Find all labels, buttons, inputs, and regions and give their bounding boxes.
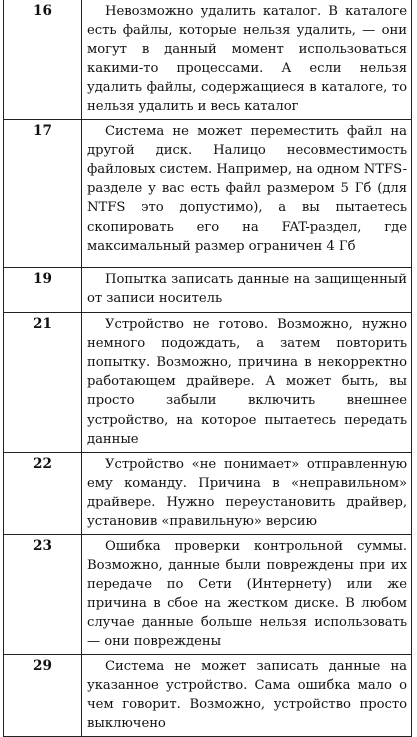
- error-description: Устройство «не понимает» отправленную ему команду. Причина в «неправильном» драйвере. Нужно переустановить драйвер, установив «правильную» версию: [87, 456, 407, 529]
- error-description-cell: [82, 120, 412, 268]
- error-description-cell: [82, 313, 412, 452]
- table-row: [4, 655, 412, 737]
- error-description: Система не может переместить файл на другой диск. Налицо несовместимость файловых систем. Например, на одном NTFS-разделе у вас есть файл размером 5 Гб (для NTFS это допустимо), а вы пытаетесь скопировать его на FAT-раздел, где максимальный размер ограничен 4 Гб: [87, 124, 407, 254]
- error-description: Ошибка проверки контрольной суммы. Возможно, данные были повреждены при их передаче по Сети (Интернету) или же причина в сбое на жестком диске. В любом случае данные больше нельзя использовать — они повреждены: [87, 538, 407, 650]
- table-row: [4, 534, 412, 654]
- error-description-cell: [82, 0, 412, 120]
- error-description: Система не может записать данные на указанное устройство. Сама ошибка мало о чем говорит. Возможно, устройство просто выключено: [87, 659, 407, 732]
- error-description-cell: [82, 452, 412, 534]
- table-row: [4, 452, 412, 534]
- error-codes-table: [3, 0, 412, 737]
- table-row: [4, 0, 412, 120]
- error-code-cell: 16: [4, 0, 82, 120]
- table-row: [4, 268, 412, 313]
- table-row: [4, 313, 412, 452]
- error-description: Устройство не готово. Возможно, нужно немного подождать, а затем повторить попытку. Возможно, причина в некорректно работающем драйвере. А может быть, вы просто забыли включить внешнее устройство, на которое пытаетесь передать данные: [87, 317, 407, 447]
- error-code-cell: 19: [4, 268, 82, 313]
- error-code-cell: 17: [4, 120, 82, 268]
- error-description: Попытка записать данные на защищенный от записи носитель: [87, 272, 407, 307]
- error-code-cell: 22: [4, 452, 82, 534]
- error-description-cell: [82, 655, 412, 737]
- error-description: Невозможно удалить каталог. В каталоге есть файлы, которые нельзя удалить, — они могут в данный момент использоваться какими-то процессами. А если нельзя удалить файлы, содержащиеся в каталоге, то нельзя удалить и весь каталог: [87, 4, 407, 115]
- error-description-cell: [82, 268, 412, 313]
- error-code-cell: 23: [4, 534, 82, 654]
- error-code-cell: 29: [4, 655, 82, 737]
- table-row: [4, 120, 412, 268]
- error-description-cell: [82, 534, 412, 654]
- error-code-cell: 21: [4, 313, 82, 452]
